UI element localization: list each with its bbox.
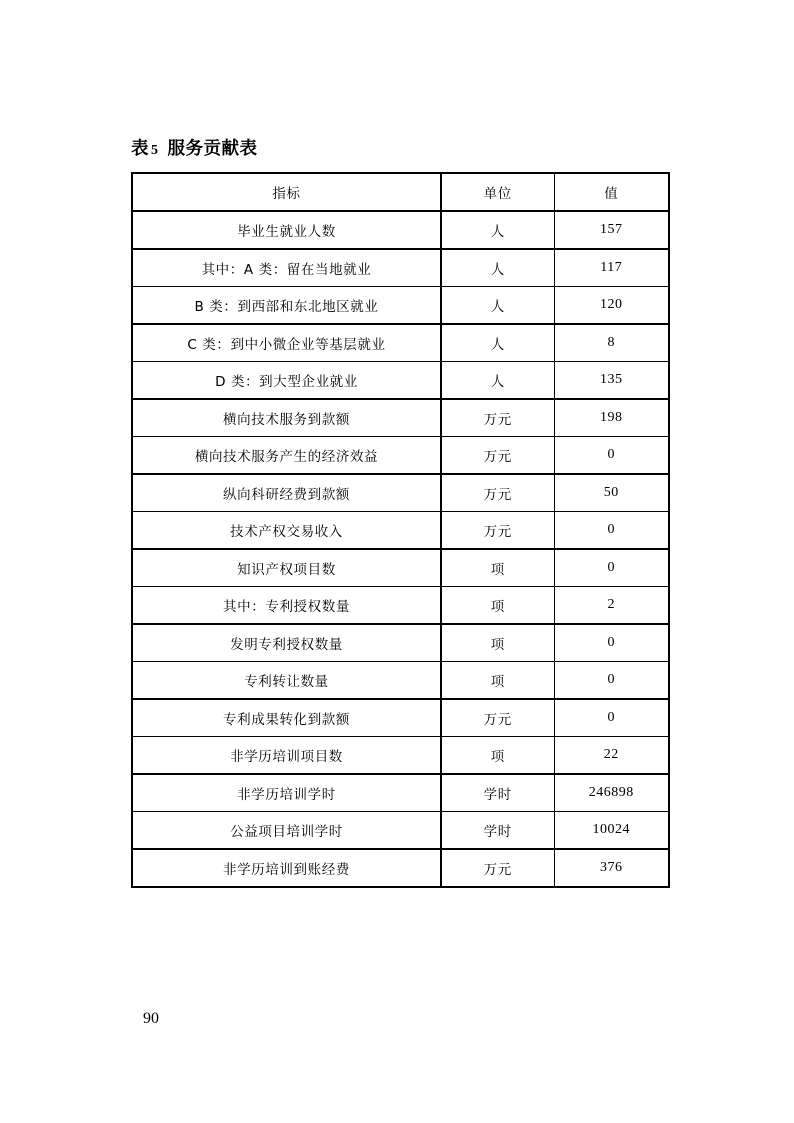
- table-row: [132, 699, 669, 737]
- table-row: [132, 512, 669, 550]
- table-header: [132, 173, 669, 211]
- cell-unit: 学时: [441, 774, 554, 812]
- column-header-value: 值: [554, 173, 669, 211]
- cell-value: 8: [554, 324, 669, 362]
- cell-unit: 万元: [441, 699, 554, 737]
- cell-indicator: 横向技术服务产生的经济效益: [132, 437, 441, 475]
- cell-value: 120: [554, 287, 669, 325]
- table-row: [132, 774, 669, 812]
- cell-indicator: 非学历培训项目数: [132, 737, 441, 775]
- cell-indicator: 纵向科研经费到款额: [132, 474, 441, 512]
- cell-unit: 人: [441, 211, 554, 249]
- cell-indicator: 其中：A 类：留在当地就业: [132, 249, 441, 287]
- cell-value: 0: [554, 624, 669, 662]
- cell-unit: 项: [441, 549, 554, 587]
- cell-unit: 万元: [441, 849, 554, 887]
- table-row: [132, 399, 669, 437]
- cell-value: 0: [554, 699, 669, 737]
- cell-unit: 项: [441, 662, 554, 700]
- cell-unit: 人: [441, 287, 554, 325]
- cell-value: 10024: [554, 812, 669, 850]
- table-row: [132, 737, 669, 775]
- cell-value: 0: [554, 512, 669, 550]
- table-title: [131, 140, 258, 159]
- table-row: [132, 624, 669, 662]
- cell-indicator: B 类：到西部和东北地区就业: [132, 287, 441, 325]
- table-title-number: 5: [151, 143, 159, 158]
- cell-unit: 万元: [441, 437, 554, 475]
- table-row: [132, 849, 669, 887]
- cell-unit: 万元: [441, 474, 554, 512]
- cell-value: 0: [554, 549, 669, 587]
- cell-value: 0: [554, 437, 669, 475]
- table-row: [132, 324, 669, 362]
- cell-unit: 人: [441, 249, 554, 287]
- page-number: 90: [143, 1010, 159, 1027]
- cell-value: 157: [554, 211, 669, 249]
- cell-value: 117: [554, 249, 669, 287]
- cell-unit: 项: [441, 587, 554, 625]
- cell-indicator: 专利成果转化到款额: [132, 699, 441, 737]
- cell-unit: 学时: [441, 812, 554, 850]
- table-row: [132, 662, 669, 700]
- table-row: [132, 437, 669, 475]
- cell-value: 50: [554, 474, 669, 512]
- table-row: [132, 812, 669, 850]
- cell-unit: 项: [441, 737, 554, 775]
- cell-value: 376: [554, 849, 669, 887]
- table-row: [132, 549, 669, 587]
- cell-value: 2: [554, 587, 669, 625]
- table-row: [132, 474, 669, 512]
- cell-unit: 万元: [441, 399, 554, 437]
- cell-value: 198: [554, 399, 669, 437]
- table-header-row: [132, 173, 669, 211]
- cell-indicator: 其中：专利授权数量: [132, 587, 441, 625]
- cell-value: 22: [554, 737, 669, 775]
- column-header-unit: 单位: [441, 173, 554, 211]
- cell-indicator: 发明专利授权数量: [132, 624, 441, 662]
- cell-indicator: 非学历培训到账经费: [132, 849, 441, 887]
- cell-indicator: 技术产权交易收入: [132, 512, 441, 550]
- table-row: [132, 211, 669, 249]
- column-header-indicator: 指标: [132, 173, 441, 211]
- service-contribution-table: [131, 172, 670, 888]
- cell-value: 0: [554, 662, 669, 700]
- table-body: [132, 211, 669, 887]
- table-title-name: 服务贡献表: [167, 139, 258, 159]
- cell-unit: 万元: [441, 512, 554, 550]
- cell-indicator: 毕业生就业人数: [132, 211, 441, 249]
- cell-indicator: 知识产权项目数: [132, 549, 441, 587]
- cell-indicator: D 类：到大型企业就业: [132, 362, 441, 400]
- cell-unit: 人: [441, 362, 554, 400]
- cell-indicator: 非学历培训学时: [132, 774, 441, 812]
- table-row: [132, 249, 669, 287]
- cell-unit: 项: [441, 624, 554, 662]
- cell-value: 135: [554, 362, 669, 400]
- cell-indicator: C 类：到中小微企业等基层就业: [132, 324, 441, 362]
- cell-indicator: 公益项目培训学时: [132, 812, 441, 850]
- cell-value: 246898: [554, 774, 669, 812]
- table-title-prefix: 表: [131, 139, 149, 159]
- cell-unit: 人: [441, 324, 554, 362]
- cell-indicator: 横向技术服务到款额: [132, 399, 441, 437]
- table-row: [132, 362, 669, 400]
- table-row: [132, 587, 669, 625]
- table-row: [132, 287, 669, 325]
- cell-indicator: 专利转让数量: [132, 662, 441, 700]
